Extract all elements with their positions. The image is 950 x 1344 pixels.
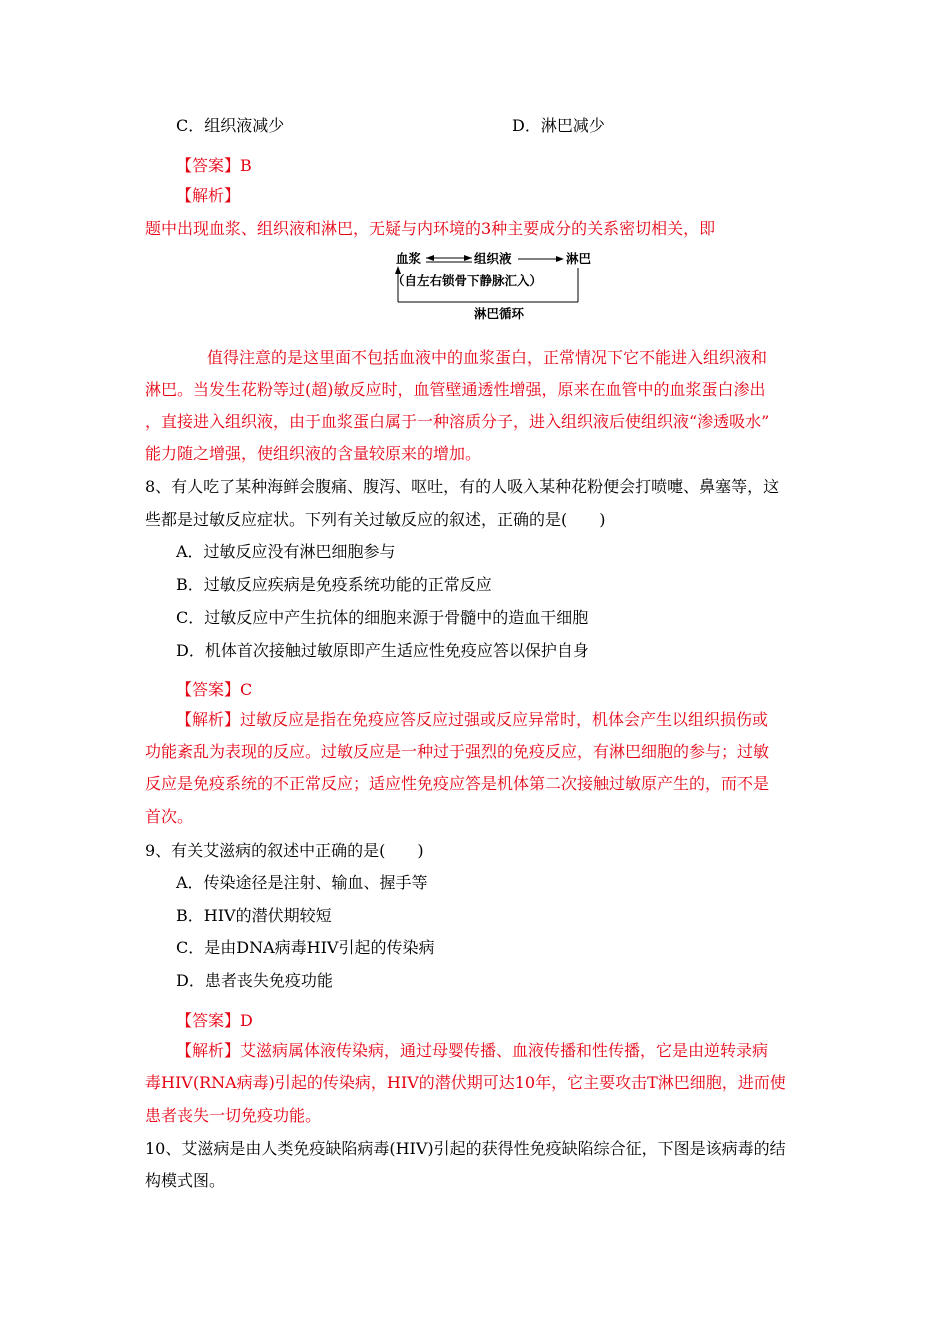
diagram-cycle-label: 淋巴循环 bbox=[474, 306, 525, 321]
q7-option-c: C．组织液减少 bbox=[176, 116, 285, 135]
diagram-note: （自左右锁骨下静脉汇入） bbox=[392, 273, 543, 288]
q9-analysis-line-1: 【解析】艾滋病属体液传染病，通过母婴传播、血液传播和性传播，它是由逆转录病 bbox=[176, 1041, 769, 1060]
q7-analysis-lead: 题中出现血浆、组织液和淋巴，无疑与内环境的3种主要成分的关系密切相关，即 bbox=[145, 219, 716, 238]
q7-analysis-line-4: 能力随之增强，使组织液的含量较原来的增加。 bbox=[145, 444, 482, 463]
q8-option-b: B．过敏反应疾病是免疫系统功能的正常反应 bbox=[176, 575, 492, 594]
q9-option-a: A．传染途径是注射、输血、握手等 bbox=[176, 873, 428, 892]
q7-analysis-line-3: ，直接进入组织液，由于血浆蛋白属于一种溶质分子，进入组织液后使组织液“渗透吸水” bbox=[145, 412, 770, 431]
q9-analysis-line-3: 患者丧失一切免疫功能。 bbox=[145, 1106, 322, 1125]
q8-answer: 【答案】C bbox=[176, 680, 253, 699]
q7-analysis-label: 【解析】 bbox=[176, 186, 241, 205]
body-fluid-diagram bbox=[392, 248, 602, 324]
diagram-tissue-fluid-label: 组织液 bbox=[474, 251, 512, 266]
q10-stem-line-1: 10、艾滋病是由人类免疫缺陷病毒(HIV)引起的获得性免疫缺陷综合征，下图是该病毒的结 bbox=[145, 1139, 786, 1158]
q9-answer: 【答案】D bbox=[176, 1011, 253, 1030]
q9-option-b: B．HIV的潜伏期较短 bbox=[176, 906, 332, 925]
q8-option-c: C．过敏反应中产生抗体的细胞来源于骨髓中的造血干细胞 bbox=[176, 608, 589, 627]
q8-stem-line-2: 些都是过敏反应症状。下列有关过敏反应的叙述，正确的是( ) bbox=[145, 510, 606, 529]
q8-analysis-line-4: 首次。 bbox=[145, 807, 194, 826]
diagram-lymph-label: 淋巴 bbox=[566, 251, 592, 266]
q7-analysis-line-2: 淋巴。当发生花粉等过(超)敏反应时，血管壁通透性增强，原来在血管中的血浆蛋白渗出 bbox=[145, 380, 766, 399]
q10-stem-line-2: 构模式图。 bbox=[145, 1171, 226, 1190]
q7-answer: 【答案】B bbox=[176, 156, 252, 175]
q8-analysis-line-1: 【解析】过敏反应是指在免疫应答反应过强或反应异常时，机体会产生以组织损伤或 bbox=[176, 710, 769, 729]
q7-analysis-line-1: 值得注意的是这里面不包括血液中的血浆蛋白，正常情况下它不能进入组织液和 bbox=[207, 348, 768, 367]
q9-option-d: D．患者丧失免疫功能 bbox=[176, 971, 333, 990]
q9-option-c: C．是由DNA病毒HIV引起的传染病 bbox=[176, 938, 435, 957]
q8-analysis-line-2: 功能紊乱为表现的反应。过敏反应是一种过于强烈的免疫反应，有淋巴细胞的参与；过敏 bbox=[145, 742, 770, 761]
q9-stem: 9、有关艾滋病的叙述中正确的是( ) bbox=[145, 841, 424, 860]
q7-option-d: D．淋巴减少 bbox=[512, 116, 605, 135]
q8-option-a: A．过敏反应没有淋巴细胞参与 bbox=[176, 542, 396, 561]
q8-option-d: D．机体首次接触过敏原即产生适应性免疫应答以保护自身 bbox=[176, 641, 589, 660]
q8-stem-line-1: 8、有人吃了某种海鲜会腹痛、腹泻、呕吐，有的人吸入某种花粉便会打喷嚏、鼻塞等，这 bbox=[145, 477, 780, 496]
q9-analysis-line-2: 毒HIV(RNA病毒)引起的传染病，HIV的潜伏期可达10年，它主要攻击T淋巴细胞，进而使 bbox=[145, 1073, 786, 1092]
diagram-plasma-label: 血浆 bbox=[396, 251, 422, 266]
q8-analysis-line-3: 反应是免疫系统的不正常反应；适应性免疫应答是机体第二次接触过敏原产生的，而不是 bbox=[145, 774, 770, 793]
